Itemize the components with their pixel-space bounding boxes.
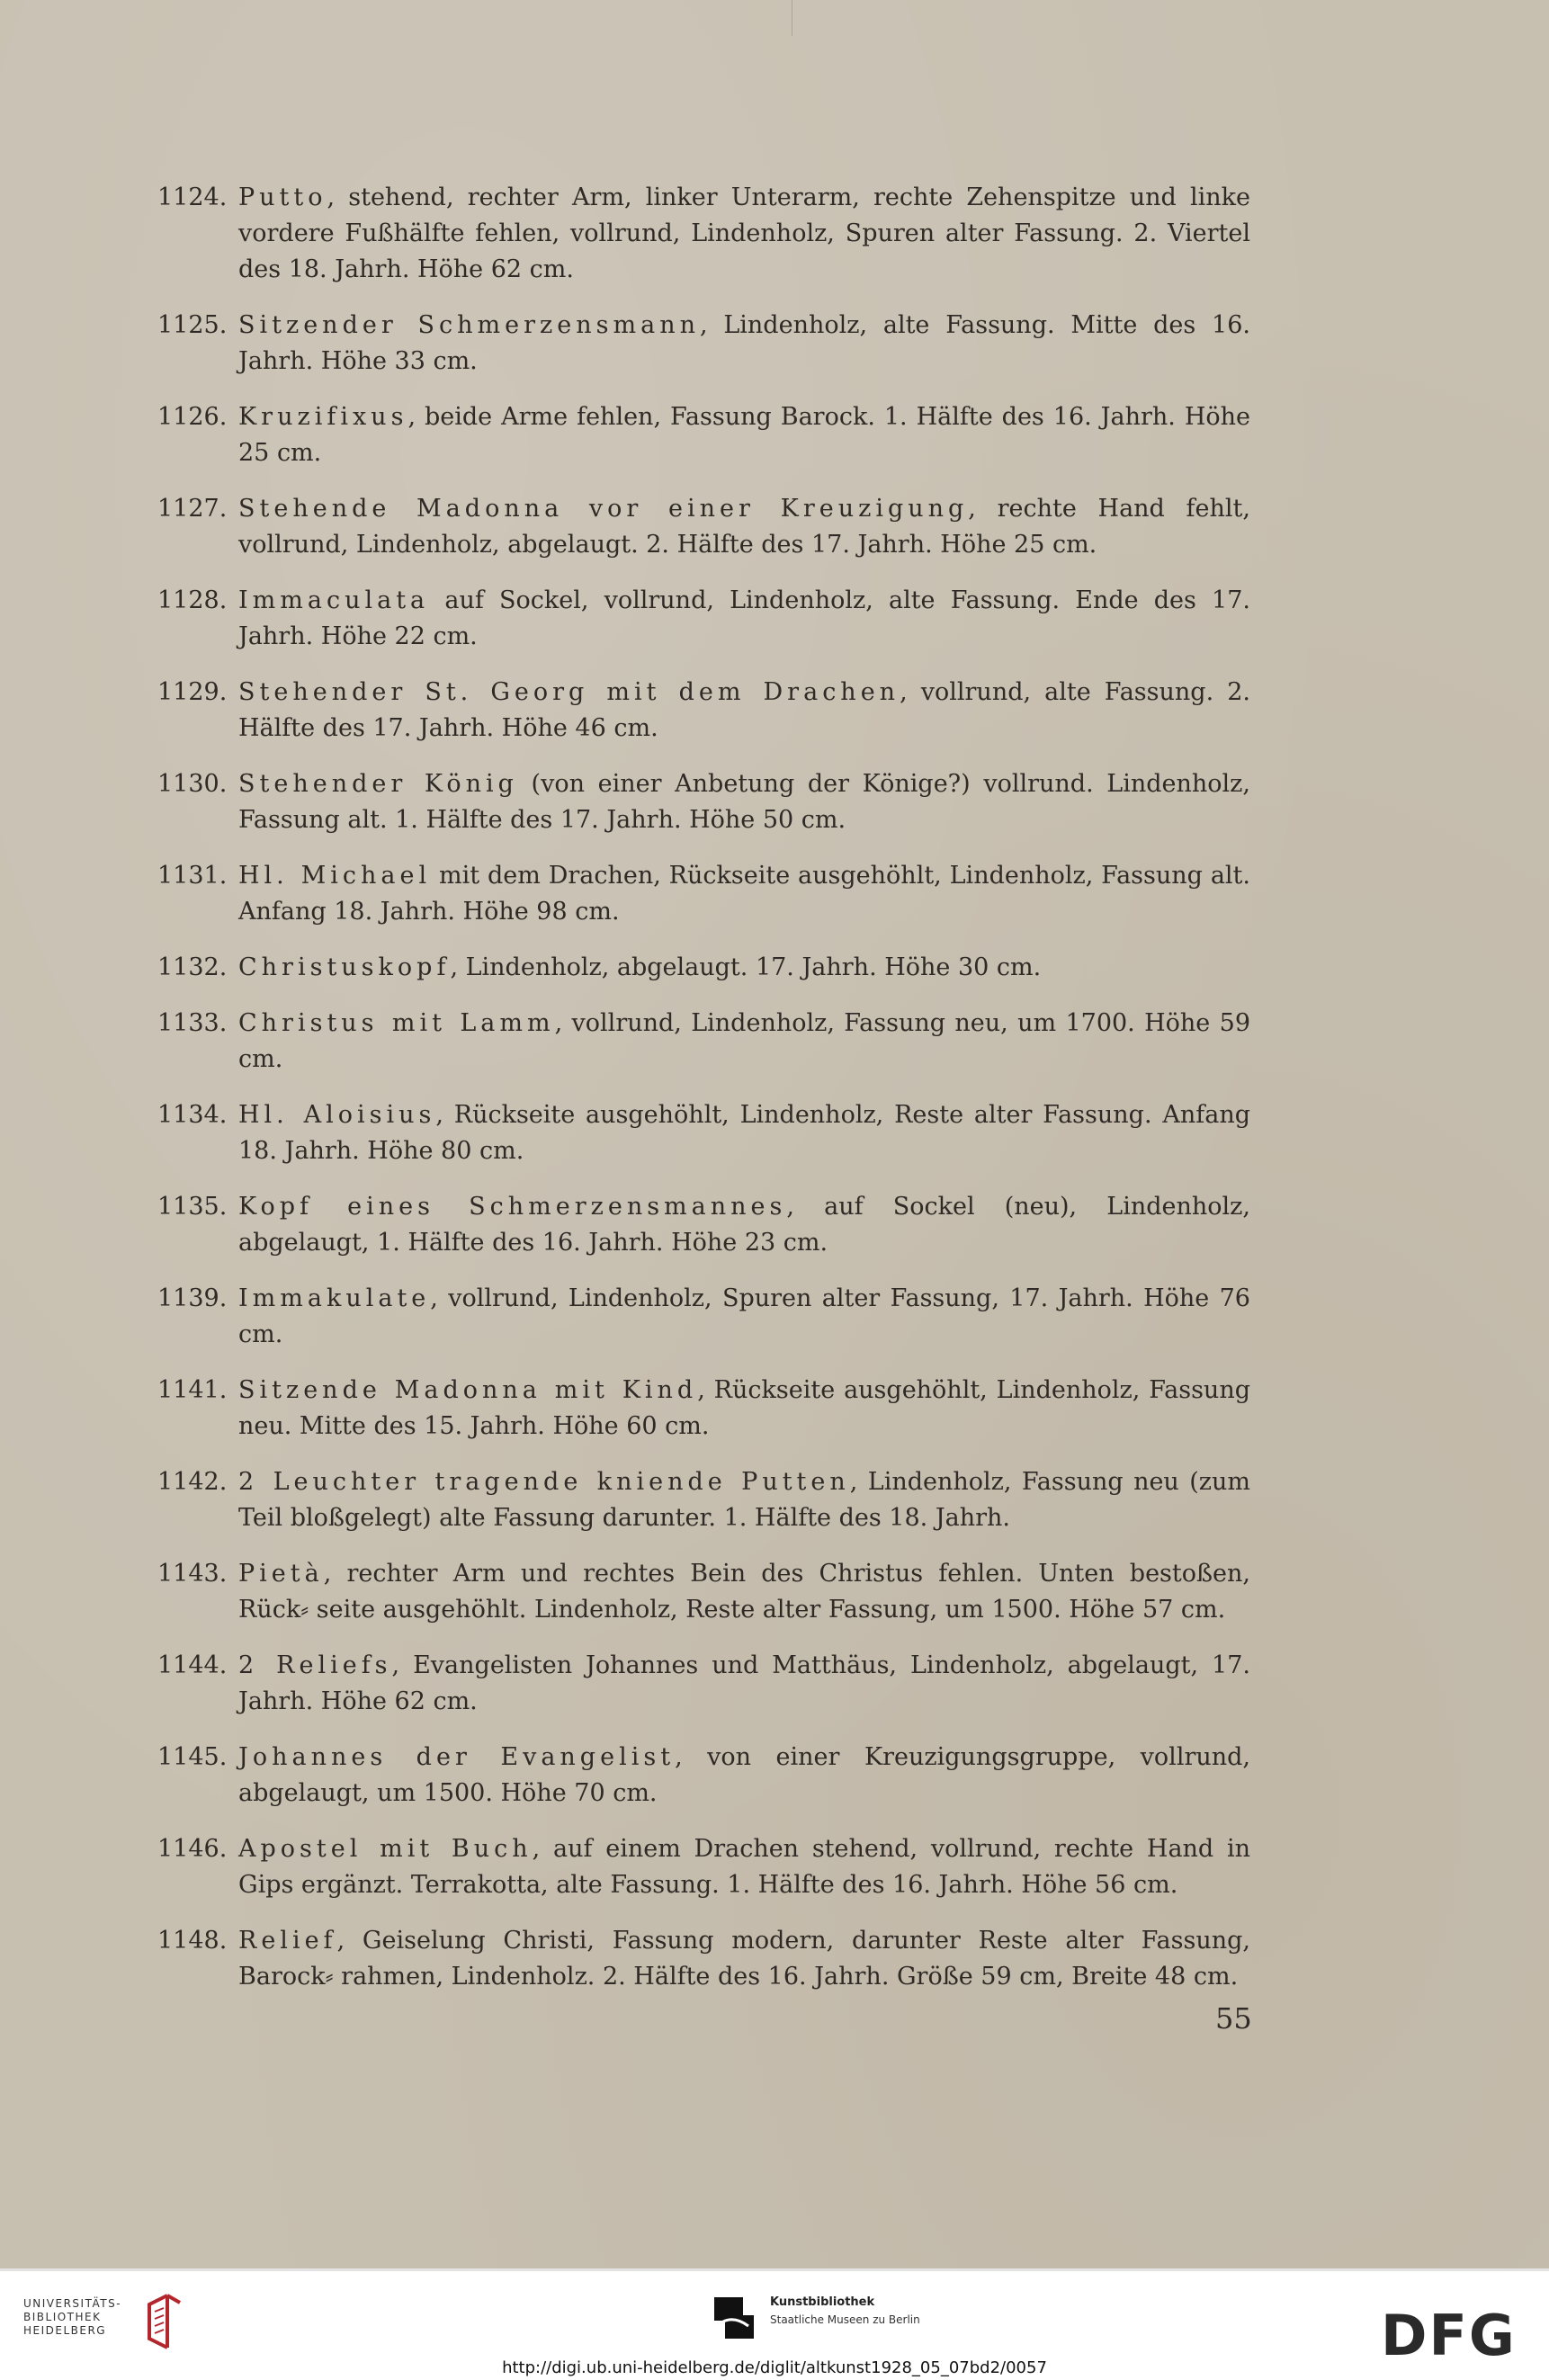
entry-title: Stehender König [238,770,518,798]
entry-description: auf Sockel, vollrund, Lindenholz, alte Fassung. Ende des 17. Jahrh. Höhe 22 cm. [238,586,1250,650]
catalog-entry [157,675,1250,747]
catalog-entry [157,1189,1250,1261]
entry-description: , Geiselung Christi, Fassung modern, darunter Reste alter Fassung, Barock⸗ rahmen, Lindenholz. 2. Hälfte des 16. Jahrh. Größe 59 cm, Breite 48 cm. [238,1927,1250,1991]
catalog-entry [157,1097,1250,1169]
kunstbibliothek-title: Kunstbibliothek [770,2295,875,2309]
entry-number: 1143. [157,1560,228,1588]
entry-number: 1126. [157,403,228,431]
catalog-entry [157,308,1250,380]
footer-bar [0,2268,1549,2380]
entry-title: Immakulate [238,1284,431,1312]
catalog-entry [157,1464,1250,1536]
dfg-logo[interactable]: DFG [1381,2303,1517,2368]
permalink-url[interactable]: http://digi.ub.uni-heidelberg.de/diglit/altkunst1928_05_07bd2/0057 [502,2358,1047,2377]
catalog-entries [157,180,1250,2015]
entry-description: , rechte Hand fehlt, vollrund, Lindenholz, abgelaugt. 2. Hälfte des 17. Jahrh. Höhe 25 cm. [238,495,1250,559]
entry-title: Pietà [238,1560,324,1588]
catalog-entry [157,1831,1250,1903]
entry-number: 1148. [157,1927,228,1955]
university-logo-line: HEIDELBERG [23,2324,107,2337]
entry-description: , auf einem Drachen stehend, vollrund, rechte Hand in Gips ergänzt. Terrakotta, alte Fassung. 1. Hälfte des 16. Jahrh. Höhe 56 cm. [238,1835,1250,1899]
footer-divider [0,2268,1549,2271]
entry-title: Kopf eines Schmerzensmannes [238,1193,787,1221]
entry-title: Hl. Michael [238,862,432,890]
entry-number: 1146. [157,1835,228,1863]
entry-description: , stehend, rechter Arm, linker Unterarm, rechte Zehenspitze und linke vordere Fußhälfte fehlen, vollrund, Lindenholz, Spuren alter Fassung. 2. Viertel des 18. Jahrh. Höhe 62 cm. [238,183,1250,283]
university-library-mark-icon [140,2290,185,2353]
catalog-entry [157,491,1250,563]
entry-description: , Evangelisten Johannes und Matthäus, Lindenholz, abgelaugt, 17. Jahrh. Höhe 62 cm. [238,1651,1250,1715]
catalog-entry [157,1556,1250,1628]
entry-title: Putto [238,183,327,211]
catalog-entry [157,399,1250,471]
entry-number: 1142. [157,1468,228,1496]
catalog-entry [157,1281,1250,1353]
entry-description: , vollrund, Lindenholz, Spuren alter Fassung, 17. Jahrh. Höhe 76 cm. [238,1284,1250,1348]
catalog-entry [157,1740,1250,1812]
entry-description: (von einer Anbetung der Könige?) vollrund. Lindenholz, Fassung alt. 1. Hälfte des 17. Jahrh. Höhe 50 cm. [238,770,1250,834]
university-logo-line: BIBLIOTHEK [23,2311,102,2323]
entry-title: Christuskopf [238,953,451,981]
entry-description: , Rückseite ausgehöhlt, Lindenholz, Fassung neu. Mitte des 15. Jahrh. Höhe 60 cm. [238,1376,1250,1440]
entry-number: 1135. [157,1193,228,1221]
kunstbibliothek-subtitle: Staatliche Museen zu Berlin [770,2313,920,2326]
catalog-entry [157,1373,1250,1445]
entry-number: 1139. [157,1284,228,1312]
entry-title: Relief [238,1927,337,1955]
entry-description: , auf Sockel (neu), Lindenholz, abgelaugt, 1. Hälfte des 16. Jahrh. Höhe 23 cm. [238,1193,1250,1257]
entry-number: 1134. [157,1101,228,1129]
entry-title: 2 Leuchter tragende kniende Putten [238,1468,850,1496]
entry-title: Stehende Madonna vor einer Kreuzigung [238,495,969,523]
entry-number: 1127. [157,495,228,523]
page-number: 55 [1215,2001,1252,2036]
catalog-entry [157,950,1250,986]
entry-description: , Lindenholz, abgelaugt. 17. Jahrh. Höhe 30 cm. [450,953,1042,981]
catalog-entry [157,180,1250,288]
catalog-entry [157,583,1250,655]
entry-title: Christus mit Lamm [238,1009,555,1037]
entry-number: 1128. [157,586,228,614]
entry-title: Johannes der Evangelist [238,1743,676,1771]
entry-description: , beide Arme fehlen, Fassung Barock. 1. Hälfte des 16. Jahrh. Höhe 25 cm. [238,403,1250,467]
entry-number: 1141. [157,1376,228,1404]
catalog-entry [157,1648,1250,1720]
catalog-entry [157,1923,1250,1995]
entry-number: 1132. [157,953,228,981]
entry-description: , von einer Kreuzigungsgruppe, vollrund, abgelaugt, um 1500. Höhe 70 cm. [238,1743,1251,1807]
entry-title: Sitzende Madonna mit Kind [238,1376,698,1404]
entry-number: 1133. [157,1009,228,1037]
entry-title: Hl. Aloisius [238,1101,436,1129]
entry-description: , Rückseite ausgehöhlt, Lindenholz, Reste alter Fassung. Anfang 18. Jahrh. Höhe 80 cm. [238,1101,1250,1165]
catalog-entry [157,858,1250,930]
entry-title: 2 Reliefs [238,1651,392,1679]
entry-number: 1145. [157,1743,228,1771]
entry-number: 1125. [157,311,228,339]
entry-description: , Lindenholz, Fassung neu (zum Teil bloßgelegt) alte Fassung darunter. 1. Hälfte des 18. Jahrh. [238,1468,1250,1532]
catalog-entry [157,1006,1250,1078]
entry-number: 1124. [157,183,228,211]
entry-description: , vollrund, alte Fassung. 2. Hälfte des 17. Jahrh. Höhe 46 cm. [238,678,1250,742]
entry-title: Sitzender Schmerzensmann [238,311,700,339]
entry-description: , rechter Arm und rechtes Bein des Christus fehlen. Unten bestoßen, Rück⸗ seite ausgehöhlt. Lindenholz, Reste alter Fassung, um 1500. Höhe 57 cm. [238,1560,1250,1624]
entry-description: mit dem Drachen, Rückseite ausgehöhlt, Lindenholz, Fassung alt. Anfang 18. Jahrh. Höhe 98 cm. [238,862,1250,926]
entry-number: 1129. [157,678,228,706]
entry-title: Immaculata [238,586,430,614]
catalog-entry [157,766,1250,838]
entry-number: 1130. [157,770,228,798]
entry-number: 1144. [157,1651,228,1679]
kunstbibliothek-logo-icon[interactable] [712,2295,756,2340]
entry-title: Stehender St. Georg mit dem Drachen [238,678,900,706]
entry-description: , vollrund, Lindenholz, Fassung neu, um 1700. Höhe 59 cm. [238,1009,1250,1073]
entry-title: Apostel mit Buch [238,1835,533,1863]
university-library-logo[interactable] [23,2297,121,2338]
entry-description: , Lindenholz, alte Fassung. Mitte des 16. Jahrh. Höhe 33 cm. [238,311,1250,375]
entry-number: 1131. [157,862,228,890]
university-logo-line: UNIVERSITÄTS- [23,2297,122,2310]
entry-title: Kruzifixus [238,403,408,431]
